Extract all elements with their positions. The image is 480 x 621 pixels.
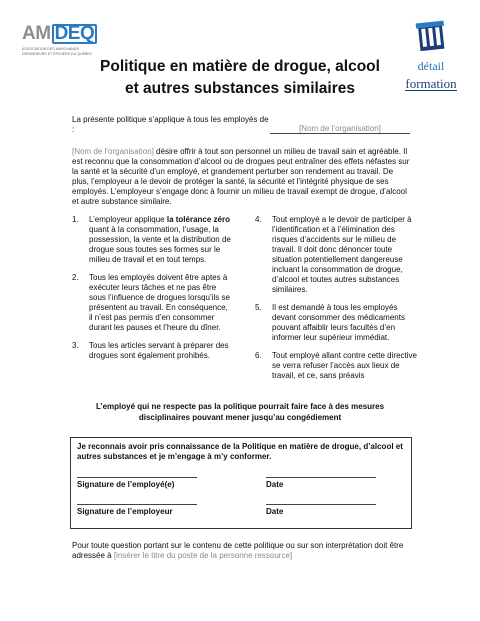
acknowledgement-box — [70, 437, 412, 529]
awning-icon — [413, 18, 449, 52]
logo-text-formation: formation — [405, 76, 457, 91]
contact-title-placeholder[interactable]: [insérer le titre du poste de la personne ressource] — [113, 551, 293, 560]
disciplinary-warning: L’employé qui ne respecte pas la politique pourrait faire face à des mesures disciplinaires pouvant mener jusqu’au congédiement — [95, 402, 385, 422]
amdeq-logo-am: AM — [22, 23, 51, 44]
list-item: 1. L’employeur applique la tolérance zéro quant à la consommation, l’usage, la possession, la vente et la distribution de drogue sous toutes ses formes sur le milieu de travail et en tout temps. — [72, 215, 231, 264]
employer-date-field[interactable]: Date — [266, 504, 376, 516]
employee-signature-field[interactable]: Signature de l’employé(e) — [77, 477, 197, 489]
page-title: Politique en matière de drogue, alcool et autres substances similaires — [100, 58, 380, 97]
list-item: 5. Il est demandé à tous les employés devant consommer des médicaments pouvant affaiblir leurs facultés d’en informer leur supérieur immédiat. — [255, 303, 405, 342]
list-item: 4. Tout employé a le devoir de participer à l’identification et à l’élimination des risques d’accidents sur le milieu de travail. Il doit donc dénoncer toute situation potentiellement dangereuse incluant la consommation de drogue, d’alcool et toutes autres substances similaires. — [255, 215, 412, 294]
contact-footer: Pour toute question portant sur le contenu de cette politique ou sur son interprétation doit être adressée à [insérer le titre du poste de la personne ressource] — [72, 541, 404, 560]
amdeq-logo — [22, 24, 102, 56]
employer-signature-field[interactable]: Signature de l’employeur — [77, 504, 197, 516]
policy-paragraph: [Nom de l’organisation] désire offrir à tout son personnel un milieu de travail sain et agréable. Il est reconnu que la consommation d’alcool ou de drogues peut entraîner des effets néfastes sur la santé et la sécurité d’un employé, et grandement perturber son rendement au travail. De plus, l’employeur a le devoir de protéger la santé, la sécurité et l’intégrité physique de ses employés. L’employeur s’engage donc à fournir un milieu de travail exempt de drogue, d’alcool et autre substance similaire. — [72, 147, 410, 206]
intro-text: La présente politique s’applique à tous les employés de : — [72, 115, 269, 134]
acknowledgement-text: Je reconnais avoir pris connaissance de la Politique en matière de drogue, d’alcool et autres substances et je m’engage à m’y conformer. — [77, 442, 403, 461]
list-item: 3. Tous les articles servant à préparer des drogues sont également prohibés. — [72, 341, 229, 360]
policy-list-left — [72, 215, 232, 369]
employee-date-field[interactable]: Date — [266, 477, 376, 489]
organisation-name-field[interactable]: [Nom de l’organisation] — [270, 124, 410, 134]
amdeq-logo-subtitle: ASSOCIATION DES MARCHANDS DÉPANNEURS ET ÉPICIERS DU QUÉBEC — [22, 47, 93, 56]
detail-formation-logo — [400, 18, 462, 93]
policy-list-right — [255, 215, 420, 389]
list-item: 6. Tout employé allant contre cette directive se verra refuser l’accès aux lieux de travail, et ce, sans préavis — [255, 351, 417, 380]
list-item: 2. Tous les employés doivent être aptes à exécuter leurs tâches et ne pas être sous l’influence de drogues lorsqu’ils se présentent au travail. En conséquence, il n’est pas permis d’en consommer durant les pauses et l’heure du dîner. — [72, 273, 230, 332]
logo-text-detail: détail — [417, 59, 445, 73]
amdeq-logo-deq: DEQ — [52, 24, 98, 44]
organisation-placeholder[interactable]: [Nom de l’organisation] — [72, 147, 154, 156]
